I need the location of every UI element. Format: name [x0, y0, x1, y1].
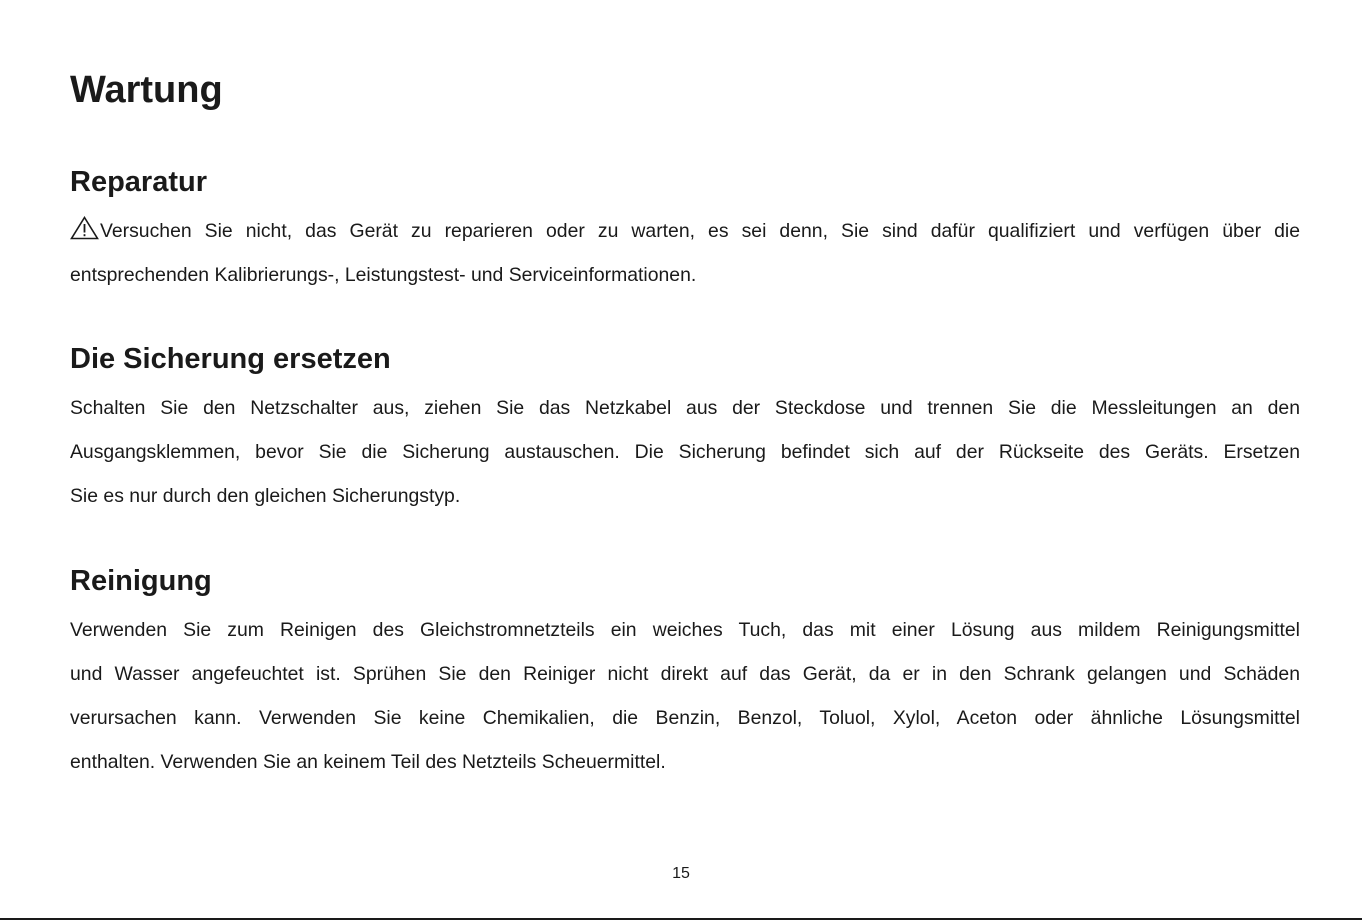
page-title: Wartung [70, 69, 223, 111]
section-fuse-replacement [70, 342, 1300, 518]
paragraph-line: verursachen kann. Verwenden Sie keine Chemikalien, die Benzin, Benzol, Toluol, Xylol, Aceton oder ähnliche Lösungsmittel [70, 707, 1300, 729]
paragraph-line: Sie es nur durch den gleichen Sicherungstyp. [70, 485, 461, 507]
paragraph-line: und Wasser angefeuchtet ist. Sprühen Sie den Reiniger nicht direkt auf das Gerät, da er in den Schrank gelangen und Schäden [70, 663, 1300, 685]
paragraph-line: Schalten Sie den Netzschalter aus, ziehen Sie das Netzkabel aus der Steckdose und trennen Sie die Messleitungen an den [70, 397, 1300, 419]
paragraph-line: Ausgangsklemmen, bevor Sie die Sicherung austauschen. Die Sicherung befindet sich auf der Rückseite des Geräts. Ersetzen [70, 441, 1300, 463]
warning-triangle-icon [70, 216, 99, 240]
section-heading-repair: Reparatur [70, 166, 207, 198]
page-number: 15 [672, 865, 690, 882]
section-repair [70, 165, 1300, 297]
paragraph-line: entsprechenden Kalibrierungs-, Leistungstest- und Serviceinformationen. [70, 264, 697, 286]
bottom-divider [0, 918, 1362, 920]
paragraph-line-text: Versuchen Sie nicht, das Gerät zu reparieren oder zu warten, es sei denn, Sie sind dafür qualifiziert und verfügen über die [100, 220, 1300, 242]
section-body-cleaning [70, 608, 1300, 784]
paragraph-line: enthalten. Verwenden Sie an keinem Teil des Netzteils Scheuermittel. [70, 751, 666, 773]
section-heading-fuse: Die Sicherung ersetzen [70, 343, 391, 375]
paragraph-line [70, 209, 1300, 253]
section-cleaning [70, 564, 1300, 784]
section-heading-cleaning: Reinigung [70, 565, 212, 597]
paragraph-line: Verwenden Sie zum Reinigen des Gleichstromnetzteils ein weiches Tuch, das mit einer Lösung aus mildem Reinigungsmittel [70, 619, 1300, 641]
section-body-fuse [70, 386, 1300, 518]
section-body-repair [70, 209, 1300, 297]
